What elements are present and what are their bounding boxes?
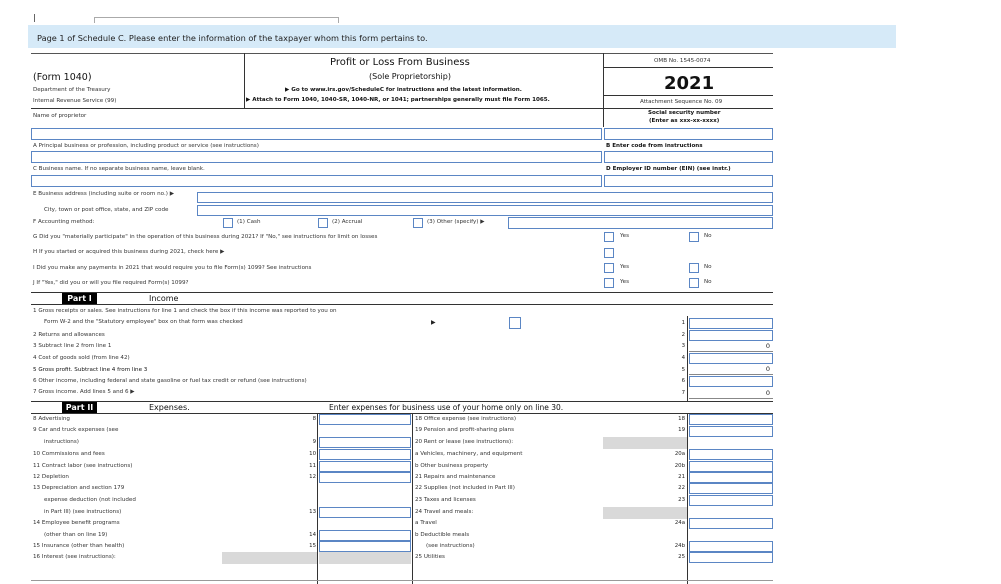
i-yes-checkbox[interactable] [604, 263, 614, 273]
other-method-label: (3) Other (specify) ▶ [427, 219, 485, 225]
line7-label: 7 Gross income. Add lines 5 and 6 ▶ [33, 389, 135, 395]
form-1040-label: (Form 1040) [33, 72, 92, 83]
p2-left-label: 12 Depletion [33, 474, 69, 480]
accrual-checkbox[interactable] [318, 218, 328, 228]
form-subtitle: (Sole Proprietorship) [369, 72, 451, 81]
line24b-input[interactable] [689, 541, 773, 552]
field-i-label: I Did you make any payments in 2021 that would require you to file Form(s) 1099? See instructions [33, 265, 312, 271]
business-name-input[interactable] [31, 175, 602, 187]
principal-business-input[interactable] [31, 151, 602, 163]
proprietor-name-input[interactable] [31, 128, 602, 140]
p2-left-num: 9 [312, 439, 316, 445]
p2-left-num: 12 [309, 474, 316, 480]
accrual-label: (2) Accrual [332, 219, 363, 225]
line2-label: 2 Returns and allowances [33, 332, 105, 338]
header-bottom-rule [31, 108, 773, 109]
p2-left-num: 13 [309, 509, 316, 515]
attachment-seq: Attachment Sequence No. 09 [640, 99, 723, 105]
other-method-input[interactable] [508, 217, 773, 229]
form-title: Profit or Loss From Business [330, 57, 470, 68]
j-yes-checkbox[interactable] [604, 278, 614, 288]
bottom-partial-row [31, 580, 773, 581]
field-j-label: J If "Yes," did you or will you file required Form(s) 1099? [33, 280, 189, 286]
line10-input[interactable] [319, 449, 411, 460]
ssn-input[interactable] [604, 128, 773, 140]
p2-right-num: 25 [678, 554, 685, 560]
g-yes-checkbox[interactable] [604, 232, 614, 242]
attach-text: ▶ Attach to Form 1040, 1040-SR, 1040-NR, or 1041; partnerships generally must file Form 1065. [246, 97, 550, 103]
p1-num: 2 [681, 332, 685, 338]
p1-num: 7 [681, 390, 685, 396]
city-label: City, town or post office, state, and ZIP code [44, 207, 169, 213]
p2-right-label: b Other business property [415, 463, 489, 469]
line9-input[interactable] [319, 437, 411, 448]
part1-title: Income [149, 294, 179, 303]
p2-left-num: 10 [309, 451, 316, 457]
part1-badge: Part I [62, 293, 97, 304]
statutory-employee-checkbox[interactable] [509, 317, 521, 329]
header-left-divider [244, 53, 245, 109]
field-b-label: B Enter code from instructions [606, 143, 703, 149]
ssn-hint: (Enter as xxx-xx-xxxx) [649, 118, 720, 124]
p1-column-rule [687, 316, 688, 402]
field-h-label: H If you started or acquired this business during 2021, check here ▶ [33, 249, 225, 255]
p2-mid-rule [412, 414, 413, 584]
cash-label: (1) Cash [237, 219, 261, 225]
line15-input[interactable] [319, 541, 411, 552]
p2-right-num: 21 [678, 474, 685, 480]
line3-value: 0 [765, 342, 770, 350]
p2-left-label: 16 Interest (see instructions): [33, 554, 116, 560]
line23-input[interactable] [689, 495, 773, 506]
p2-left-num: 8 [312, 416, 316, 422]
business-code-input[interactable] [604, 151, 773, 163]
top-rule [34, 14, 35, 22]
year-top-rule [604, 67, 773, 68]
field-a-label: A Principal business or profession, including product or service (see instructions) [33, 143, 259, 149]
irs-label: Internal Revenue Service (99) [33, 98, 117, 104]
line1-input[interactable] [689, 318, 773, 329]
ein-input[interactable] [604, 175, 773, 187]
g-no-checkbox[interactable] [689, 232, 699, 242]
part1-bottom-rule [31, 304, 773, 305]
p2-left-label: 15 Insurance (other than health) [33, 543, 125, 549]
j-no-label: No [704, 279, 712, 285]
p2-right-label: a Travel [415, 520, 437, 526]
header-right-divider [603, 53, 604, 127]
line21-input[interactable] [689, 472, 773, 483]
p2-left-label: 9 Car and truck expenses (see [33, 427, 119, 433]
field-f-label: F Accounting method: [33, 219, 95, 225]
line24-shade [603, 507, 687, 519]
p1-num: 3 [681, 343, 685, 349]
line2-input[interactable] [689, 330, 773, 341]
header-top-rule [31, 53, 773, 54]
p2-left-num: 11 [309, 463, 316, 469]
field-g-label: G Did you "materially participate" in the operation of this business during 2021? If "No," see instructions for limit on losses [33, 234, 378, 240]
p2-right-num: 18 [678, 416, 685, 422]
p2-right-num: 24a [674, 520, 685, 526]
p2-right-label: a Vehicles, machinery, and equipment [415, 451, 523, 457]
p2-left-label: expense deduction (not included [44, 497, 136, 503]
banner-text: Page 1 of Schedule C. Please enter the information of the taxpayer whom this form pertains to. [37, 33, 428, 43]
p2-right-label: 24 Travel and meals: [415, 509, 474, 515]
p2-right-label: b Deductible meals [415, 532, 470, 538]
line11-input[interactable] [319, 461, 411, 472]
p1-num: 1 [681, 320, 685, 326]
dept-label: Department of the Treasury [33, 87, 111, 93]
name-label: Name of proprietor [33, 113, 87, 119]
year-bottom-rule [604, 95, 773, 96]
p2-left-num: 15 [309, 543, 316, 549]
city-input[interactable] [197, 205, 773, 216]
field-c-label: C Business name. If no separate business name, leave blank. [33, 166, 205, 172]
part2-top-rule [31, 401, 773, 402]
line5-label: 5 Gross profit. Subtract line 4 from line 3 [33, 367, 148, 373]
arrow-icon: ▶ [431, 319, 436, 326]
p2-right-num: 23 [678, 497, 685, 503]
j-yes-label: Yes [620, 279, 630, 285]
part2-badge: Part II [62, 402, 97, 413]
line7-value: 0 [765, 389, 770, 397]
p2-left-label: 11 Contract labor (see instructions) [33, 463, 133, 469]
line5-value: 0 [765, 365, 770, 373]
p1-num: 5 [681, 367, 685, 373]
line1a-label: 1 Gross receipts or sales. See instructions for line 1 and check the box if this income was reported to you on [33, 308, 337, 314]
p2-right-label: (see instructions) [426, 543, 475, 549]
p2-right-label: 20 Rent or lease (see instructions): [415, 439, 514, 445]
p2-right-label: 25 Utilities [415, 554, 445, 560]
field-d-label: D Employer ID number (EIN) (see instr.) [606, 166, 731, 172]
j-no-checkbox[interactable] [689, 278, 699, 288]
p2-left-label: 14 Employee benefit programs [33, 520, 120, 526]
p2-right-label: 18 Office expense (see instructions) [415, 416, 517, 422]
line1b-label: Form W-2 and the "Statutory employee" box on that form was checked [44, 319, 243, 325]
line19-input[interactable] [689, 426, 773, 437]
omb-label: OMB No. 1545-0074 [654, 58, 711, 64]
line12-input[interactable] [319, 472, 411, 483]
i-yes-label: Yes [620, 264, 630, 270]
field-e-label: E Business address (including suite or room no.) ▶ [33, 191, 175, 197]
line4-label: 4 Cost of goods sold (from line 42) [33, 355, 130, 361]
i-no-label: No [704, 264, 712, 270]
tax-year: 2021 [664, 73, 715, 94]
p2-left-label: in Part III) (see instructions) [44, 509, 122, 515]
go-to-text: ▶ Go to www.irs.gov/ScheduleC for instructions and the latest information. [285, 87, 522, 93]
line20b-input[interactable] [689, 461, 773, 472]
line3-label: 3 Subtract line 2 from line 1 [33, 343, 112, 349]
line22-input[interactable] [689, 483, 773, 494]
p2-right-num: 24b [674, 543, 685, 549]
part2-note: Enter expenses for business use of your home only on line 30. [329, 403, 564, 412]
p2-right-num: 20a [674, 451, 685, 457]
h-checkbox[interactable] [604, 248, 614, 258]
other-method-checkbox[interactable] [413, 218, 423, 228]
p1-num: 6 [681, 378, 685, 384]
p2-left-label: 13 Depreciation and section 179 [33, 485, 125, 491]
part2-title: Expenses. [149, 403, 190, 412]
line6-input[interactable] [689, 376, 773, 387]
p2-right-num: 19 [678, 427, 685, 433]
p1-num: 4 [681, 355, 685, 361]
p2-left-label: (other than on line 19) [44, 532, 108, 538]
line20-shade [603, 437, 687, 449]
p2-right-label: 23 Taxes and licenses [415, 497, 476, 503]
p2-left-label: 8 Advertising [33, 416, 70, 422]
line16-shade [222, 552, 317, 564]
part1-top-rule [31, 292, 773, 293]
ssn-label: Social security number [648, 110, 721, 116]
line24a-input[interactable] [689, 518, 773, 529]
p2-right-num: 22 [678, 485, 685, 491]
p2-right-label: 21 Repairs and maintenance [415, 474, 496, 480]
g-yes-label: Yes [620, 233, 630, 239]
line14-input[interactable] [319, 530, 411, 541]
p2-left-label: 10 Commissions and fees [33, 451, 105, 457]
line25-input[interactable] [689, 552, 773, 563]
p2-left-column-rule [317, 414, 318, 584]
g-no-label: No [704, 233, 712, 239]
line18-input[interactable] [689, 414, 773, 425]
line6-label: 6 Other income, including federal and state gasoline or fuel tax credit or refund (see instructions) [33, 378, 307, 384]
business-address-input[interactable] [197, 192, 773, 203]
line8-input[interactable] [319, 414, 411, 425]
i-no-checkbox[interactable] [689, 263, 699, 273]
cash-checkbox[interactable] [223, 218, 233, 228]
p2-right-column-rule [687, 414, 688, 584]
line20a-input[interactable] [689, 449, 773, 460]
line13-input[interactable] [319, 507, 411, 518]
p2-right-label: 19 Pension and profit-sharing plans [415, 427, 515, 433]
p2-right-label: 22 Supplies (not included in Part III) [415, 485, 515, 491]
p2-left-num: 14 [309, 532, 316, 538]
p2-right-num: 20b [674, 463, 685, 469]
top-tabs [94, 17, 339, 23]
line4-input[interactable] [689, 353, 773, 364]
line16-shade-right [319, 552, 411, 564]
p2-left-label: instructions) [44, 439, 79, 445]
